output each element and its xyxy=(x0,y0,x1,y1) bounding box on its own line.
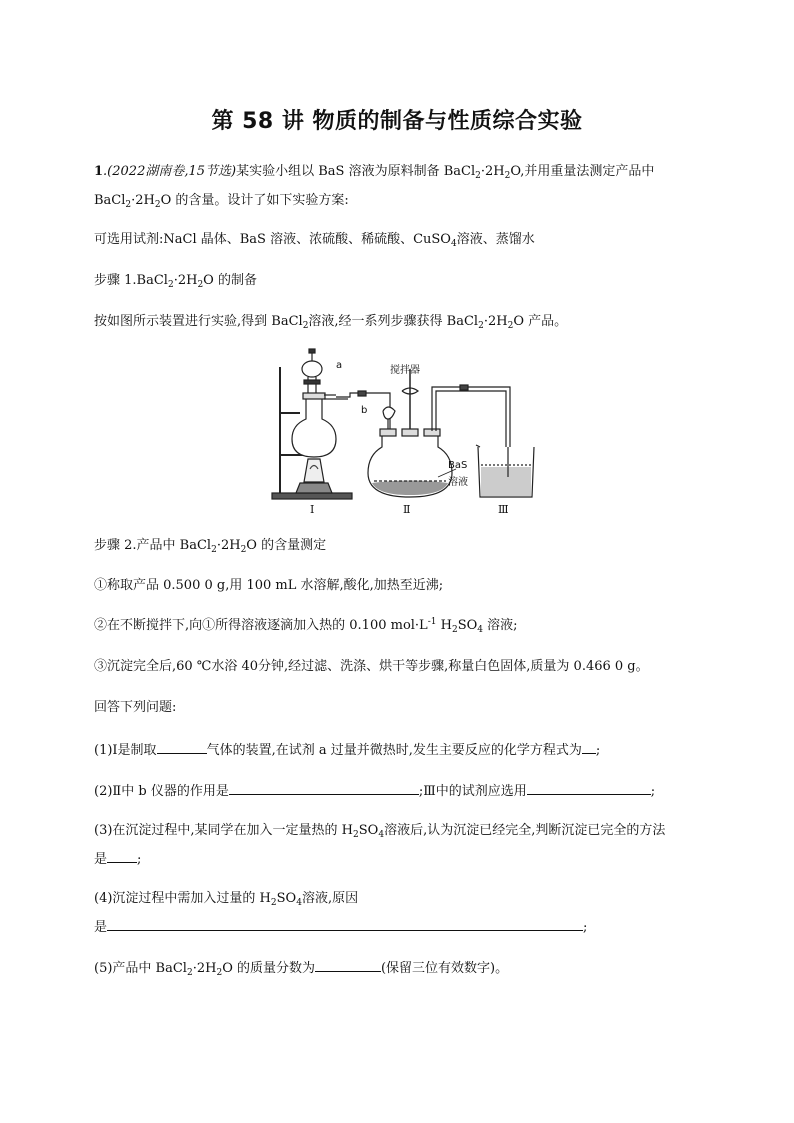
subscript: 2 xyxy=(507,321,514,331)
text: (保留三位有效数字)。 xyxy=(380,961,509,976)
step2-heading xyxy=(94,537,326,555)
sub-question-1 xyxy=(94,740,600,760)
text: ②在不断搅拌下,向①所得溶液逐滴加入热的 0.100 mol·L xyxy=(94,618,428,633)
text: (2)Ⅱ中 b 仪器的作用是 xyxy=(94,784,229,799)
text: 溶液,原因 xyxy=(301,891,359,906)
subscript: 2 xyxy=(475,171,481,181)
text: O 的制备 xyxy=(203,273,257,288)
text: ; xyxy=(650,784,656,799)
sub-question-5 xyxy=(94,958,508,978)
sub-question-3-cont xyxy=(94,849,141,869)
text: 步骤 2.产品中 BaCl xyxy=(94,538,212,553)
text: (5)产品中 BaCl xyxy=(94,961,187,976)
superscript: -1 xyxy=(427,617,437,627)
text: 气体的装置,在试剂 a 过量并微热时,发生主要反应的化学方程式为 xyxy=(206,743,582,758)
text: 溶液、蒸馏水 xyxy=(456,232,535,247)
subscript: 4 xyxy=(450,239,457,249)
q1-intro-line xyxy=(94,163,654,181)
subscript: 2 xyxy=(211,545,217,555)
label-I: Ⅰ xyxy=(310,503,315,516)
sub-question-4 xyxy=(94,890,358,908)
label-a: a xyxy=(336,360,343,371)
subscript: 2 xyxy=(186,968,193,978)
q1-intro-text: ·2H xyxy=(480,164,505,179)
text: SO xyxy=(358,823,379,838)
sub-question-2 xyxy=(94,781,655,801)
answer-blank[interactable] xyxy=(527,781,651,795)
q1-source: .(2022湖南卷,15节选) xyxy=(103,164,237,179)
subscript: 2 xyxy=(270,898,277,908)
subscript: 2 xyxy=(216,968,223,978)
q1-intro-text: 某实验小组以 BaS 溶液为原料制备 BaCl xyxy=(236,164,476,179)
text: (1)Ⅰ是制取 xyxy=(94,743,157,758)
text: ·2H xyxy=(192,961,217,976)
label-II: Ⅱ xyxy=(403,503,411,516)
q1-intro-line-2 xyxy=(94,192,349,210)
step1-description xyxy=(94,313,567,331)
answer-blank[interactable] xyxy=(107,917,583,931)
text: 步骤 1.BaCl xyxy=(94,273,168,288)
text: 溶液后,认为沉淀已经完全,判断沉淀已完全的方法 xyxy=(384,823,666,838)
apparatus-II xyxy=(368,369,456,497)
step1-heading xyxy=(94,272,257,290)
label-III: Ⅲ xyxy=(498,503,509,516)
text: 溶液,经一系列步骤获得 BaCl xyxy=(308,314,479,329)
q1-number: 1 xyxy=(94,164,104,179)
answer-blank[interactable] xyxy=(107,849,137,863)
answer-blank[interactable] xyxy=(157,740,207,754)
subscript: 2 xyxy=(478,321,484,331)
apparatus-III xyxy=(476,445,534,497)
label-bas: BaS xyxy=(448,460,468,471)
subscript: 4 xyxy=(477,625,484,635)
text: 可选用试剂:NaCl 晶体、BaS 溶液、浓硫酸、稀硫酸、CuSO xyxy=(94,232,451,247)
reagents-line xyxy=(94,231,535,249)
subscript: 2 xyxy=(197,280,204,290)
text: ; xyxy=(137,852,142,867)
text: SO xyxy=(276,891,297,906)
text: 是 xyxy=(94,920,108,935)
text: H xyxy=(436,618,452,633)
text: ·2H xyxy=(483,314,508,329)
step2-item-2 xyxy=(94,617,518,635)
text: ;Ⅲ中的试剂应选用 xyxy=(418,784,527,799)
subscript: 2 xyxy=(353,830,359,840)
label-bas-solution: 溶液 xyxy=(448,477,468,488)
q1-intro-text: O,并用重量法测定产品中 xyxy=(510,164,655,179)
subscript: 2 xyxy=(167,280,174,290)
text: SO xyxy=(457,618,478,633)
step2-item-1: ①称取产品 0.500 0 g,用 100 mL 水溶解,酸化,加热至近沸; xyxy=(94,578,444,593)
apparatus-I xyxy=(272,349,352,499)
label-stirrer: 搅拌器 xyxy=(390,365,420,376)
subscript: 4 xyxy=(378,830,385,840)
subscript: 2 xyxy=(504,171,511,181)
text: (4)沉淀过程中需加入过量的 H xyxy=(94,891,271,906)
answer-blank[interactable] xyxy=(582,740,596,754)
sub-question-4-cont xyxy=(94,917,587,937)
answer-prompt: 回答下列问题: xyxy=(94,700,177,715)
step2-item-3: ③沉淀完全后,60 ℃水浴 40分钟,经过滤、洗涤、烘干等步骤,称量白色固体,质量为 0.466 0 g。 xyxy=(94,659,649,674)
text: 按如图所示装置进行实验,得到 BaCl xyxy=(94,314,303,329)
subscript: 2 xyxy=(154,200,161,210)
sub-question-3 xyxy=(94,822,665,840)
answer-blank[interactable] xyxy=(229,781,419,795)
text: O 的质量分数为 xyxy=(222,961,315,976)
apparatus-figure xyxy=(270,347,540,522)
subscript: 2 xyxy=(240,545,247,555)
page-title: 第 58 讲 物质的制备与性质综合实验 xyxy=(211,109,583,134)
text: ·2H xyxy=(216,538,241,553)
text: ·2H xyxy=(173,273,198,288)
text: ; xyxy=(595,743,601,758)
text: O 产品。 xyxy=(513,314,568,329)
text: ·2H xyxy=(131,193,155,208)
text: BaCl xyxy=(94,193,126,208)
subscript: 2 xyxy=(451,625,458,635)
text: 溶液; xyxy=(483,618,518,633)
text: 是 xyxy=(94,852,108,867)
subscript: 2 xyxy=(302,321,309,331)
label-b: b xyxy=(361,405,368,416)
subscript: 4 xyxy=(296,898,302,908)
text: (3)在沉淀过程中,某同学在加入一定量热的 H xyxy=(94,823,354,838)
subscript: 2 xyxy=(125,200,132,210)
text: ; xyxy=(583,920,588,935)
answer-blank[interactable] xyxy=(315,958,381,972)
text: O 的含量测定 xyxy=(246,538,327,553)
text: O 的含量。设计了如下实验方案: xyxy=(160,193,349,208)
